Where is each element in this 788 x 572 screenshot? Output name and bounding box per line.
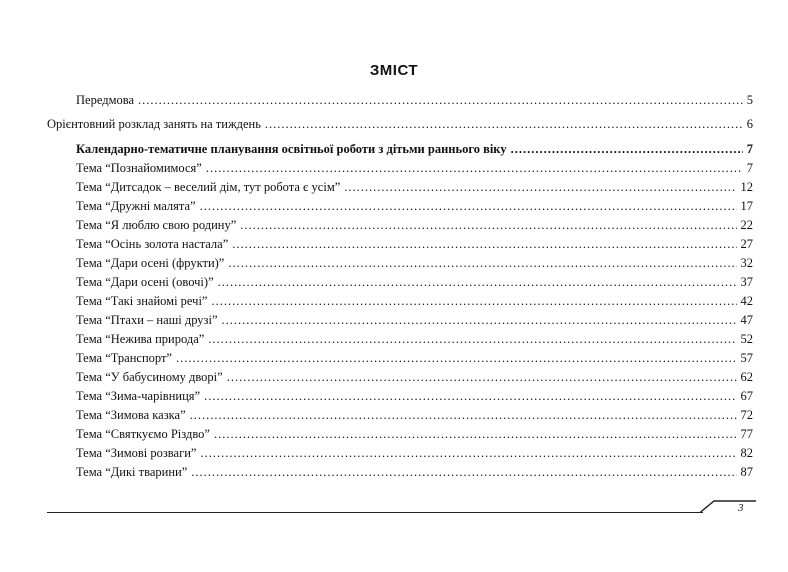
toc-entry[interactable]: [76, 408, 753, 425]
toc-entry-label: Тема “Я люблю свою родину”: [76, 218, 237, 232]
toc-entry[interactable]: [76, 93, 753, 110]
toc-entry-label: Тема “Дружні малята”: [76, 199, 196, 213]
toc-entry-page: 6: [746, 117, 753, 131]
toc-entry[interactable]: [76, 275, 753, 292]
dot-leader: [265, 117, 743, 132]
toc-entry[interactable]: [76, 332, 753, 349]
toc-entry[interactable]: [76, 427, 753, 444]
toc-entry-page: 12: [740, 180, 753, 194]
toc-entry-page: 87: [740, 465, 753, 479]
toc-entry-page: 27: [740, 237, 753, 251]
toc-entry[interactable]: [76, 446, 753, 463]
toc-entry-label: Тема “Дари осені (фрукти)”: [76, 256, 225, 270]
dot-leader: [211, 294, 736, 309]
toc-entry[interactable]: [76, 161, 753, 178]
toc-entry-page: 67: [740, 389, 753, 403]
toc-entry[interactable]: [76, 351, 753, 368]
dot-leader: [138, 93, 743, 108]
toc-entry-label: Тема “Такі знайомі речі”: [76, 294, 208, 308]
toc-entry-label: Тема “Нежива природа”: [76, 332, 205, 346]
toc-entry[interactable]: [76, 199, 753, 216]
toc-entry-label: Тема “Зима-чарівниця”: [76, 389, 201, 403]
dot-leader: [228, 256, 736, 271]
toc-entry[interactable]: [76, 313, 753, 330]
toc-entry-label: Календарно-тематичне планування освітньої роботи з дітьми раннього віку: [76, 142, 507, 156]
toc-entry-page: 37: [740, 275, 753, 289]
toc-entry[interactable]: [76, 237, 753, 254]
toc-entry[interactable]: [76, 142, 753, 159]
toc-entry-page: 5: [746, 93, 753, 107]
page-corner-tab: [700, 500, 756, 514]
toc-entry-label: Тема “Познайомимося”: [76, 161, 202, 175]
toc-entry[interactable]: [76, 370, 753, 387]
toc-entry-label: Орієнтовний розклад занять на тиждень: [47, 117, 261, 131]
toc-entry-label: Тема “Дари осені (овочі)”: [76, 275, 214, 289]
dot-leader: [232, 237, 736, 252]
dot-leader: [190, 408, 737, 423]
toc-entry-label: Тема “Транспорт”: [76, 351, 172, 365]
toc-entry-page: 52: [740, 332, 753, 346]
toc-entry-label: Тема “У бабусиному дворі”: [76, 370, 223, 384]
toc-entry-label: Тема “Зимові розваги”: [76, 446, 197, 460]
dot-leader: [200, 199, 737, 214]
dot-leader: [511, 142, 743, 157]
page-title: ЗМІСТ: [369, 62, 419, 79]
toc-entry-label: Передмова: [76, 93, 135, 107]
toc-entry[interactable]: [76, 218, 753, 235]
toc-entry-label: Тема “Святкуємо Різдво”: [76, 427, 210, 441]
toc-entry-page: 32: [740, 256, 753, 270]
toc-entry-page: 7: [746, 161, 753, 175]
toc-entry-label: Тема “Дикі тварини”: [76, 465, 188, 479]
dot-leader: [214, 427, 737, 442]
toc-entry-label: Тема “Птахи – наші друзі”: [76, 313, 218, 327]
toc-entry-page: 22: [740, 218, 753, 232]
toc-entry-page: 17: [740, 199, 753, 213]
dot-leader: [222, 313, 737, 328]
dot-leader: [344, 180, 736, 195]
dot-leader: [218, 275, 737, 290]
toc-entry[interactable]: [76, 465, 753, 482]
toc-entry-page: 57: [740, 351, 753, 365]
dot-leader: [204, 389, 736, 404]
toc-entry-label: Тема “Осінь золота настала”: [76, 237, 229, 251]
toc-entry[interactable]: [76, 256, 753, 273]
dot-leader: [200, 446, 736, 461]
toc-entry-label: Тема “Зимова казка”: [76, 408, 186, 422]
toc-entry-page: 72: [740, 408, 753, 422]
toc-entry-page: 62: [740, 370, 753, 384]
toc-entry[interactable]: [76, 389, 753, 406]
toc-entry-page: 42: [740, 294, 753, 308]
dot-leader: [191, 465, 736, 480]
toc-entry-page: 47: [740, 313, 753, 327]
dot-leader: [176, 351, 737, 366]
toc-entry[interactable]: [76, 180, 753, 197]
footer-rule: [47, 512, 703, 513]
dot-leader: [208, 332, 736, 347]
toc-entry-page: 77: [740, 427, 753, 441]
page-number: 3: [738, 502, 744, 514]
toc-entry[interactable]: [47, 117, 753, 134]
toc-entry-label: Тема “Дитсадок – веселий дім, тут робота є усім”: [76, 180, 341, 194]
dot-leader: [206, 161, 743, 176]
dot-leader: [240, 218, 736, 233]
toc-entry[interactable]: [76, 294, 753, 311]
toc-entry-page: 82: [740, 446, 753, 460]
dot-leader: [227, 370, 737, 385]
toc-entry-page: 7: [746, 142, 753, 156]
